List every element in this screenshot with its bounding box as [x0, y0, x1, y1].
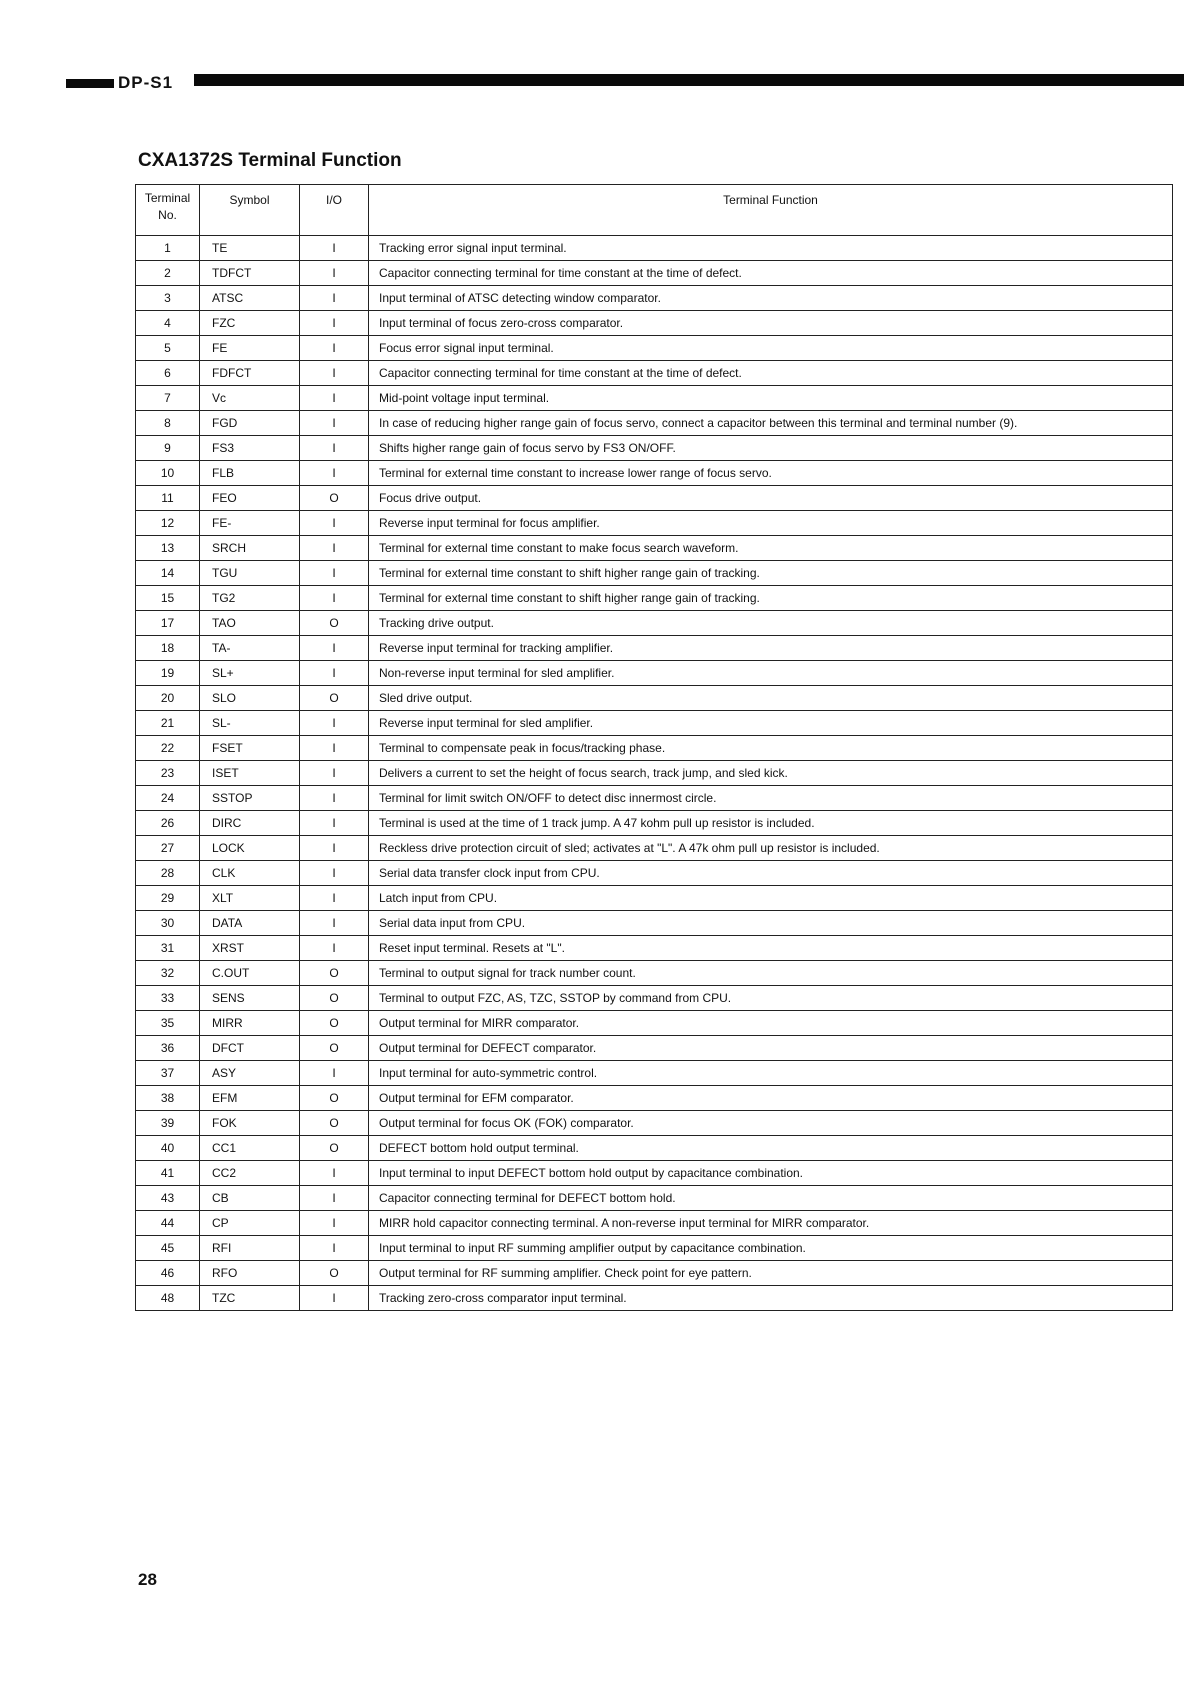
- cell-terminal-no: 48: [136, 1286, 200, 1311]
- cell-symbol: ASY: [200, 1061, 300, 1086]
- cell-io: I: [300, 811, 369, 836]
- cell-terminal-no: 32: [136, 961, 200, 986]
- cell-function: Terminal is used at the time of 1 track jump. A 47 kohm pull up resistor is included.: [369, 811, 1173, 836]
- table-row: [136, 1236, 1173, 1261]
- cell-terminal-no: 27: [136, 836, 200, 861]
- table-row: [136, 1036, 1173, 1061]
- table-row: [136, 1161, 1173, 1186]
- cell-terminal-no: 10: [136, 461, 200, 486]
- cell-io: O: [300, 611, 369, 636]
- cell-function: Terminal for external time constant to shift higher range gain of tracking.: [369, 586, 1173, 611]
- cell-terminal-no: 4: [136, 311, 200, 336]
- cell-io: I: [300, 561, 369, 586]
- cell-io: O: [300, 486, 369, 511]
- table-row: [136, 511, 1173, 536]
- table-row: [136, 986, 1173, 1011]
- table-row: [136, 536, 1173, 561]
- cell-function: Terminal for external time constant to make focus search waveform.: [369, 536, 1173, 561]
- cell-symbol: CC1: [200, 1136, 300, 1161]
- cell-function: Input terminal of focus zero-cross comparator.: [369, 311, 1173, 336]
- cell-function: Serial data input from CPU.: [369, 911, 1173, 936]
- cell-io: I: [300, 1186, 369, 1211]
- cell-symbol: TDFCT: [200, 261, 300, 286]
- header-terminal-no: Terminal No.: [136, 185, 200, 236]
- cell-terminal-no: 38: [136, 1086, 200, 1111]
- table-row: [136, 311, 1173, 336]
- cell-terminal-no: 2: [136, 261, 200, 286]
- cell-terminal-no: 26: [136, 811, 200, 836]
- table-row: [136, 1186, 1173, 1211]
- cell-terminal-no: 33: [136, 986, 200, 1011]
- cell-function: Input terminal of ATSC detecting window comparator.: [369, 286, 1173, 311]
- cell-terminal-no: 36: [136, 1036, 200, 1061]
- cell-symbol: CP: [200, 1211, 300, 1236]
- cell-symbol: FGD: [200, 411, 300, 436]
- cell-terminal-no: 18: [136, 636, 200, 661]
- cell-symbol: ATSC: [200, 286, 300, 311]
- table-row: [136, 1286, 1173, 1311]
- table-header-row: [136, 185, 1173, 236]
- cell-io: I: [300, 361, 369, 386]
- table-row: [136, 486, 1173, 511]
- table-row: [136, 611, 1173, 636]
- cell-terminal-no: 15: [136, 586, 200, 611]
- cell-symbol: FEO: [200, 486, 300, 511]
- cell-symbol: FS3: [200, 436, 300, 461]
- cell-symbol: SENS: [200, 986, 300, 1011]
- cell-function: Terminal for external time constant to shift higher range gain of tracking.: [369, 561, 1173, 586]
- table-row: [136, 761, 1173, 786]
- cell-io: I: [300, 911, 369, 936]
- cell-function: Input terminal to input DEFECT bottom hold output by capacitance combination.: [369, 1161, 1173, 1186]
- table-row: [136, 886, 1173, 911]
- cell-io: I: [300, 336, 369, 361]
- table-row: [136, 636, 1173, 661]
- cell-io: O: [300, 1086, 369, 1111]
- cell-function: Terminal for external time constant to increase lower range of focus servo.: [369, 461, 1173, 486]
- cell-function: Shifts higher range gain of focus servo by FS3 ON/OFF.: [369, 436, 1173, 461]
- table-row: [136, 436, 1173, 461]
- cell-terminal-no: 21: [136, 711, 200, 736]
- header-bar: [66, 72, 1184, 94]
- cell-terminal-no: 9: [136, 436, 200, 461]
- cell-function: Capacitor connecting terminal for DEFECT bottom hold.: [369, 1186, 1173, 1211]
- cell-terminal-no: 44: [136, 1211, 200, 1236]
- table-row: [136, 236, 1173, 261]
- cell-symbol: CC2: [200, 1161, 300, 1186]
- table-row: [136, 386, 1173, 411]
- cell-terminal-no: 11: [136, 486, 200, 511]
- cell-terminal-no: 29: [136, 886, 200, 911]
- cell-terminal-no: 37: [136, 1061, 200, 1086]
- cell-io: O: [300, 1111, 369, 1136]
- cell-terminal-no: 39: [136, 1111, 200, 1136]
- cell-function: Terminal to compensate peak in focus/tracking phase.: [369, 736, 1173, 761]
- header-rule-right: [194, 74, 1184, 86]
- cell-io: I: [300, 836, 369, 861]
- cell-symbol: XRST: [200, 936, 300, 961]
- cell-terminal-no: 6: [136, 361, 200, 386]
- table-row: [136, 861, 1173, 886]
- cell-function: Output terminal for DEFECT comparator.: [369, 1036, 1173, 1061]
- cell-io: I: [300, 511, 369, 536]
- table-row: [136, 1136, 1173, 1161]
- cell-symbol: DFCT: [200, 1036, 300, 1061]
- cell-io: I: [300, 1236, 369, 1261]
- table-row: [136, 1211, 1173, 1236]
- cell-io: I: [300, 586, 369, 611]
- cell-terminal-no: 31: [136, 936, 200, 961]
- cell-io: O: [300, 1261, 369, 1286]
- cell-io: I: [300, 536, 369, 561]
- table-row: [136, 1111, 1173, 1136]
- cell-symbol: XLT: [200, 886, 300, 911]
- table-row: [136, 911, 1173, 936]
- cell-terminal-no: 19: [136, 661, 200, 686]
- cell-function: Output terminal for RF summing amplifier. Check point for eye pattern.: [369, 1261, 1173, 1286]
- cell-io: I: [300, 886, 369, 911]
- cell-symbol: LOCK: [200, 836, 300, 861]
- cell-function: Non-reverse input terminal for sled amplifier.: [369, 661, 1173, 686]
- cell-io: I: [300, 861, 369, 886]
- header-io: I/O: [300, 185, 369, 236]
- cell-io: I: [300, 386, 369, 411]
- cell-function: Sled drive output.: [369, 686, 1173, 711]
- header-rule-left: [66, 79, 114, 88]
- cell-function: Reverse input terminal for tracking amplifier.: [369, 636, 1173, 661]
- cell-function: Tracking zero-cross comparator input terminal.: [369, 1286, 1173, 1311]
- cell-function: Reckless drive protection circuit of sled; activates at "L". A 47k ohm pull up resistor is included.: [369, 836, 1173, 861]
- table-row: [136, 661, 1173, 686]
- cell-io: O: [300, 686, 369, 711]
- cell-terminal-no: 3: [136, 286, 200, 311]
- table-row: [136, 561, 1173, 586]
- cell-io: I: [300, 711, 369, 736]
- cell-function: Terminal for limit switch ON/OFF to detect disc innermost circle.: [369, 786, 1173, 811]
- cell-io: I: [300, 786, 369, 811]
- cell-function: Input terminal to input RF summing amplifier output by capacitance combination.: [369, 1236, 1173, 1261]
- table-row: [136, 1011, 1173, 1036]
- table-row: [136, 811, 1173, 836]
- cell-io: O: [300, 961, 369, 986]
- cell-terminal-no: 13: [136, 536, 200, 561]
- table-row: [136, 1261, 1173, 1286]
- table-row: [136, 461, 1173, 486]
- cell-io: O: [300, 1036, 369, 1061]
- cell-symbol: TE: [200, 236, 300, 261]
- cell-function: Capacitor connecting terminal for time constant at the time of defect.: [369, 261, 1173, 286]
- cell-symbol: CB: [200, 1186, 300, 1211]
- table-row: [136, 686, 1173, 711]
- table-row: [136, 1086, 1173, 1111]
- cell-terminal-no: 43: [136, 1186, 200, 1211]
- table-row: [136, 286, 1173, 311]
- cell-symbol: TG2: [200, 586, 300, 611]
- cell-function: Latch input from CPU.: [369, 886, 1173, 911]
- table-row: [136, 1061, 1173, 1086]
- cell-symbol: C.OUT: [200, 961, 300, 986]
- table-row: [136, 936, 1173, 961]
- cell-function: Focus drive output.: [369, 486, 1173, 511]
- cell-io: I: [300, 461, 369, 486]
- cell-symbol: DATA: [200, 911, 300, 936]
- table-row: [136, 961, 1173, 986]
- cell-symbol: SSTOP: [200, 786, 300, 811]
- cell-symbol: ISET: [200, 761, 300, 786]
- cell-terminal-no: 35: [136, 1011, 200, 1036]
- cell-terminal-no: 45: [136, 1236, 200, 1261]
- cell-function: Terminal to output signal for track number count.: [369, 961, 1173, 986]
- cell-terminal-no: 8: [136, 411, 200, 436]
- cell-terminal-no: 24: [136, 786, 200, 811]
- cell-symbol: FLB: [200, 461, 300, 486]
- cell-terminal-no: 5: [136, 336, 200, 361]
- cell-function: Output terminal for EFM comparator.: [369, 1086, 1173, 1111]
- cell-function: Tracking drive output.: [369, 611, 1173, 636]
- table-row: [136, 586, 1173, 611]
- cell-io: I: [300, 1161, 369, 1186]
- cell-function: Terminal to output FZC, AS, TZC, SSTOP by command from CPU.: [369, 986, 1173, 1011]
- cell-function: Mid-point voltage input terminal.: [369, 386, 1173, 411]
- cell-io: I: [300, 1211, 369, 1236]
- cell-terminal-no: 20: [136, 686, 200, 711]
- cell-symbol: Vc: [200, 386, 300, 411]
- cell-terminal-no: 40: [136, 1136, 200, 1161]
- cell-function: Tracking error signal input terminal.: [369, 236, 1173, 261]
- cell-symbol: DIRC: [200, 811, 300, 836]
- table-row: [136, 261, 1173, 286]
- cell-symbol: RFO: [200, 1261, 300, 1286]
- cell-symbol: RFI: [200, 1236, 300, 1261]
- cell-symbol: FDFCT: [200, 361, 300, 386]
- cell-terminal-no: 30: [136, 911, 200, 936]
- cell-function: DEFECT bottom hold output terminal.: [369, 1136, 1173, 1161]
- cell-io: I: [300, 261, 369, 286]
- cell-io: O: [300, 1136, 369, 1161]
- table-body: [136, 236, 1173, 1311]
- cell-function: Serial data transfer clock input from CPU.: [369, 861, 1173, 886]
- cell-symbol: EFM: [200, 1086, 300, 1111]
- cell-symbol: FSET: [200, 736, 300, 761]
- cell-terminal-no: 46: [136, 1261, 200, 1286]
- cell-terminal-no: 14: [136, 561, 200, 586]
- cell-function: Output terminal for focus OK (FOK) comparator.: [369, 1111, 1173, 1136]
- cell-function: Capacitor connecting terminal for time constant at the time of defect.: [369, 361, 1173, 386]
- cell-io: I: [300, 736, 369, 761]
- cell-symbol: CLK: [200, 861, 300, 886]
- cell-symbol: SL-: [200, 711, 300, 736]
- cell-symbol: TA-: [200, 636, 300, 661]
- cell-symbol: MIRR: [200, 1011, 300, 1036]
- cell-io: I: [300, 311, 369, 336]
- cell-symbol: TGU: [200, 561, 300, 586]
- cell-io: O: [300, 1011, 369, 1036]
- cell-symbol: FOK: [200, 1111, 300, 1136]
- cell-function: Reset input terminal. Resets at "L".: [369, 936, 1173, 961]
- cell-function: In case of reducing higher range gain of focus servo, connect a capacitor between this terminal and terminal number (9).: [369, 411, 1173, 436]
- cell-function: Reverse input terminal for sled amplifier.: [369, 711, 1173, 736]
- cell-io: I: [300, 1061, 369, 1086]
- model-name: DP-S1: [118, 73, 174, 92]
- cell-io: O: [300, 986, 369, 1011]
- header-symbol: Symbol: [200, 185, 300, 236]
- cell-io: I: [300, 936, 369, 961]
- cell-io: I: [300, 636, 369, 661]
- table-row: [136, 711, 1173, 736]
- cell-symbol: FE-: [200, 511, 300, 536]
- table-row: [136, 836, 1173, 861]
- cell-terminal-no: 17: [136, 611, 200, 636]
- cell-symbol: FZC: [200, 311, 300, 336]
- cell-terminal-no: 41: [136, 1161, 200, 1186]
- table-row: [136, 411, 1173, 436]
- cell-terminal-no: 7: [136, 386, 200, 411]
- cell-function: Delivers a current to set the height of focus search, track jump, and sled kick.: [369, 761, 1173, 786]
- cell-symbol: SRCH: [200, 536, 300, 561]
- cell-function: Output terminal for MIRR comparator.: [369, 1011, 1173, 1036]
- cell-io: I: [300, 661, 369, 686]
- cell-io: I: [300, 761, 369, 786]
- header-function: Terminal Function: [369, 185, 1173, 236]
- table-row: [136, 736, 1173, 761]
- cell-function: Reverse input terminal for focus amplifier.: [369, 511, 1173, 536]
- cell-symbol: SLO: [200, 686, 300, 711]
- cell-io: I: [300, 236, 369, 261]
- cell-function: MIRR hold capacitor connecting terminal. A non-reverse input terminal for MIRR comparator.: [369, 1211, 1173, 1236]
- cell-symbol: FE: [200, 336, 300, 361]
- cell-terminal-no: 23: [136, 761, 200, 786]
- cell-terminal-no: 28: [136, 861, 200, 886]
- cell-terminal-no: 12: [136, 511, 200, 536]
- cell-io: I: [300, 436, 369, 461]
- cell-function: Input terminal for auto-symmetric control.: [369, 1061, 1173, 1086]
- table-row: [136, 336, 1173, 361]
- table-row: [136, 786, 1173, 811]
- cell-function: Focus error signal input terminal.: [369, 336, 1173, 361]
- cell-symbol: TAO: [200, 611, 300, 636]
- cell-io: I: [300, 411, 369, 436]
- cell-terminal-no: 22: [136, 736, 200, 761]
- cell-terminal-no: 1: [136, 236, 200, 261]
- cell-io: I: [300, 286, 369, 311]
- table-row: [136, 361, 1173, 386]
- cell-symbol: SL+: [200, 661, 300, 686]
- page-title: CXA1372S Terminal Function: [138, 150, 402, 171]
- terminal-function-table: [135, 184, 1173, 1311]
- cell-symbol: TZC: [200, 1286, 300, 1311]
- page-number: 28: [138, 1570, 157, 1589]
- cell-io: I: [300, 1286, 369, 1311]
